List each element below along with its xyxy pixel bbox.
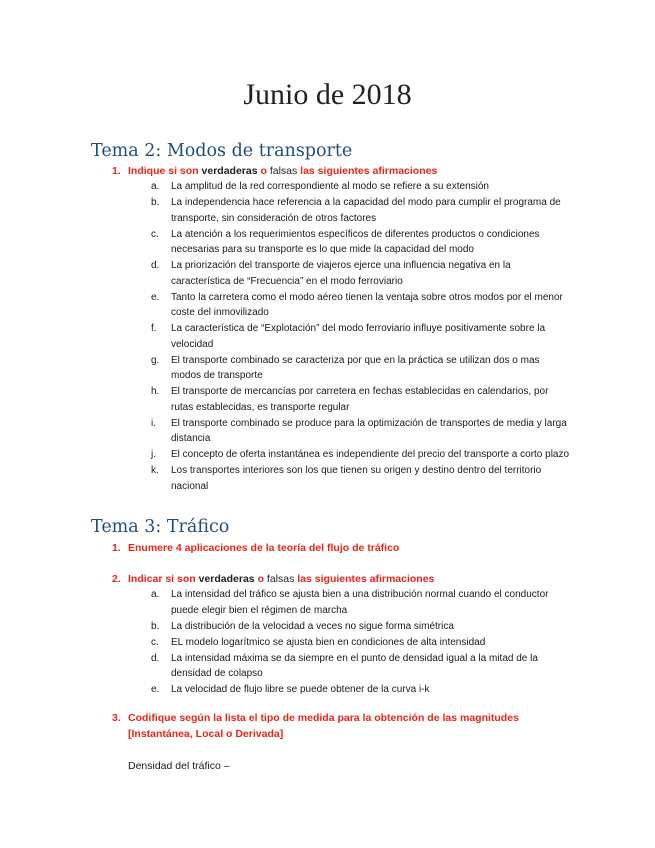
list-item: c. EL modelo logarítmico se ajusta bien en condiciones de alta intensidad [151, 636, 486, 648]
list-item: e. La velocidad de flujo libre se puede obtener de la curva i-k [151, 684, 430, 695]
page-title: Junio de 2018 [243, 78, 412, 111]
list-item: k. Los transportes interiores son los que tienen su origen y destino dentro del territorio nacional [151, 465, 542, 492]
question-1-tema-2: 1. Indique si son verdaderas o falsas las siguientes afirmaciones [112, 165, 438, 177]
question-3-tema-3: 3. Codifique según la lista el tipo de medida para la obtención de las magnitudes [Instantánea, Local o Derivada] [112, 712, 519, 740]
question-number: 1. [112, 165, 121, 177]
question-1-tema-3: 1. Enumere 4 aplicaciones de la teoría del flujo de tráfico [112, 542, 400, 554]
section-heading-tema-3: Tema 3: Tráfico [91, 517, 230, 537]
list-item: d. La priorización del transporte de viajeros ejerce una influencia negativa en la característica de “Frecuencia” en el modo ferroviario [151, 260, 511, 287]
list-item: d. La intensidad máxima se da siempre en el punto de densidad igual a la mitad de la densidad de colapso [151, 652, 538, 679]
question-number: 1. [112, 542, 121, 554]
list-item: g. El transporte combinado se caracteriza por que en la práctica se utilizan dos o mas modos de transporte [151, 354, 540, 381]
list-item: i. El transporte combinado se produce para la optimización de transportes de media y larga distancia [151, 417, 567, 444]
tema-3-statement-list [151, 587, 571, 698]
question-2-tema-3: 2. Indicar si son verdaderas o falsas las siguientes afirmaciones [112, 573, 435, 585]
question-number: 3. [112, 712, 121, 724]
list-item: b. La independencia hace referencia a la capacidad del modo para cumplir el programa de transporte, sin consideración de otros factores [151, 197, 561, 224]
list-item: e. Tanto la carretera como el modo aéreo tienen la ventaja sobre otros modos por el menor coste del inmovilizado [151, 291, 563, 318]
list-item: c. La atención a los requerimientos específicos de diferentes productos o condiciones necesarias para su transporte es lo que mide la capacidad del modo [151, 228, 540, 255]
list-item: a. La intensidad del tráfico se ajusta bien a una distribución normal cuando el conductor puede elegir bien el régimen de marcha [151, 589, 549, 616]
list-item: h. El transporte de mercancías por carretera en fechas establecidas en calendarios, por rutas establecidas, es transporte regular [151, 386, 549, 413]
section-heading-tema-2: Tema 2: Modos de transporte [91, 141, 353, 161]
list-item: j. El concepto de oferta instantánea es independiente del precio del transporte a corto plazo [151, 449, 570, 460]
list-item: f. La característica de “Explotación” del modo ferroviario influye positivamente sobre la velocidad [151, 323, 546, 350]
density-answer-line: Densidad del tráfico – [128, 760, 230, 772]
list-item: a. La amplitud de la red correspondiente al modo se refiere a su extensión [151, 181, 489, 192]
question-number: 2. [112, 573, 121, 585]
list-item: b. La distribución de la velocidad a veces no sigue forma simétrica [151, 620, 454, 632]
tema-2-statement-list [151, 179, 571, 495]
